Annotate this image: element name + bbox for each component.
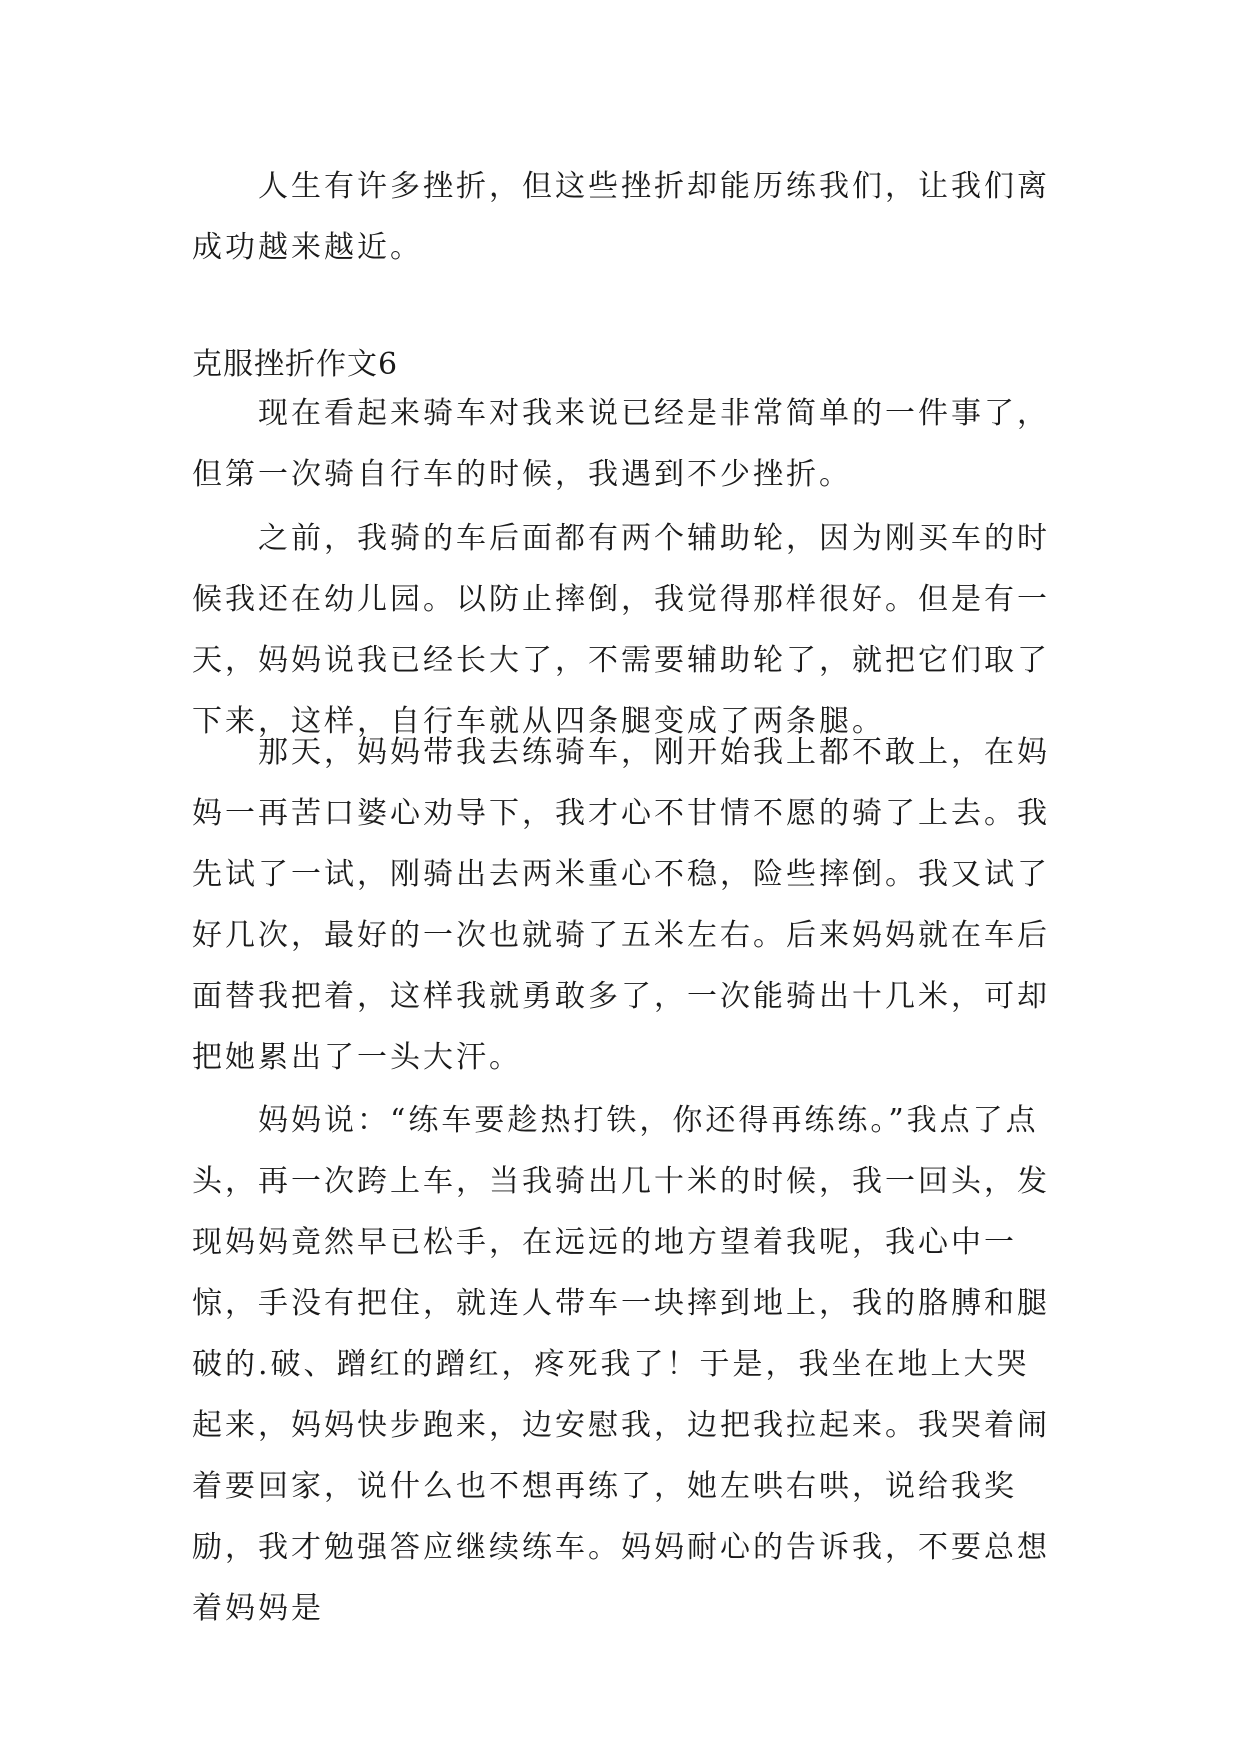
paragraph: 现在看起来骑车对我来说已经是非常简单的一件事了，但第一次骑自行车的时候，我遇到不少挫折。 — [192, 396, 1050, 492]
paragraph: 那天，妈妈带我去练骑车，刚开始我上都不敢上，在妈妈一再苦口婆心劝导下，我才心不甘情不愿的骑了上去。我先试了一试，刚骑出去两米重心不稳，险些摔倒。我又试了好几次，最好的一次也就骑了五米左右。后来妈妈就在车后面替我把着，这样我就勇敢多了，一次能骑出十几米，可却把她累出了一头大汗。 — [192, 735, 1050, 1075]
section-title: 克服挫折作文6 — [192, 347, 399, 382]
paragraph: 人生有许多挫折，但这些挫折却能历练我们，让我们离成功越来越近。 — [192, 169, 1050, 265]
paragraph: 之前，我骑的车后面都有两个辅助轮，因为刚买车的时候我还在幼儿园。以防止摔倒，我觉得那样很好。但是有一天，妈妈说我已经长大了，不需要辅助轮了，就把它们取了下来，这样，自行车就从四条腿变成了两条腿。 — [192, 521, 1050, 739]
paragraph: 妈妈说：“练车要趁热打铁，你还得再练练。”我点了点头，再一次跨上车，当我骑出几十米的时候，我一回头，发现妈妈竟然早已松手，在远远的地方望着我呢，我心中一惊，手没有把住，就连人带车一块摔到地上，我的胳膊和腿破的.破、蹭红的蹭红，疼死我了！于是，我坐在地上大哭起来，妈妈快步跑来，边安慰我，边把我拉起来。我哭着闹着要回家，说什么也不想再练了，她左哄右哄，说给我奖励，我才勉强答应继续练车。妈妈耐心的告诉我，不要总想着妈妈是 — [192, 1103, 1050, 1626]
